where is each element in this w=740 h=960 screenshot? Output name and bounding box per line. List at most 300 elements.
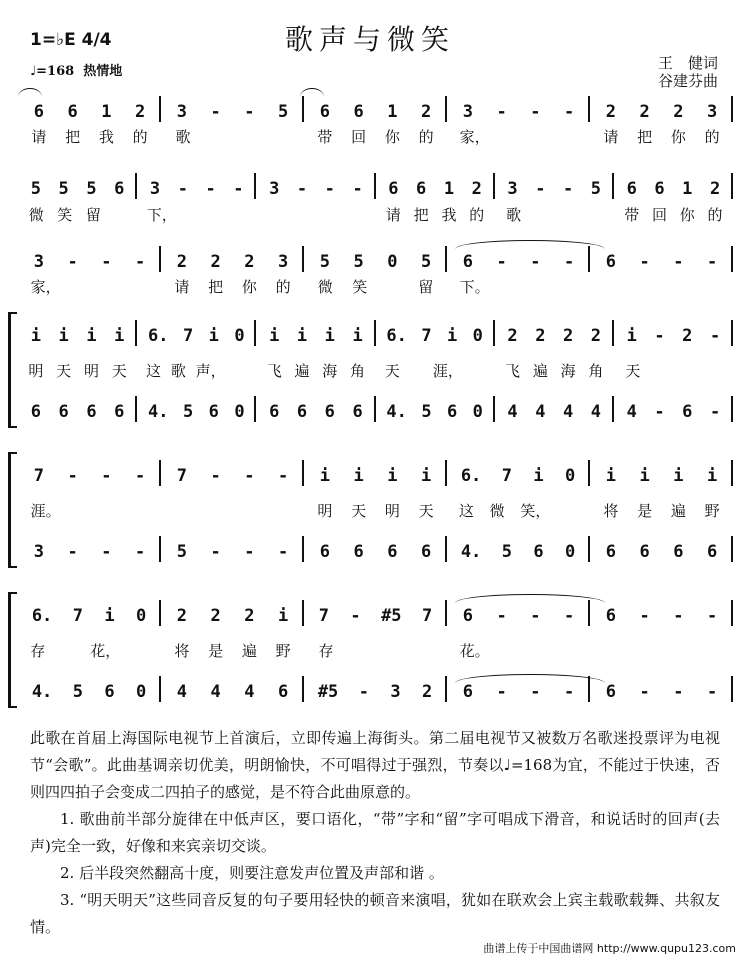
lyrics-row [10,126,735,148]
note: 2 [244,252,255,272]
note: 6 [58,402,69,422]
note: 6 [605,606,616,626]
bar-line [588,600,590,626]
lyric-syllable: 是 [208,642,224,660]
lyrics-measure [22,126,157,147]
lyric-syllable: 的 [469,206,485,224]
lyric-syllable: 天 [111,362,127,380]
lyrics-measure [380,360,491,381]
lyric-syllable: 的 [704,128,720,146]
note: - [496,606,507,626]
bar-line [302,676,304,702]
melody-measure [380,173,491,199]
lyric-syllable: 把 [65,128,81,146]
note: - [278,466,289,486]
note: 4. [147,402,169,422]
note: 3 [462,102,473,122]
bar-line [731,396,733,422]
note: 2 [709,179,721,199]
note: - [205,179,216,199]
lyric-syllable [136,500,148,521]
bar-line [159,96,161,122]
bar-line [731,246,733,272]
lyric-syllable: 这 [458,502,474,520]
lyric-syllable [590,204,602,225]
note: 0 [234,326,245,346]
note: 0 [234,402,245,422]
lyrics-measure [22,500,157,521]
melody-row [10,246,735,272]
melody-upper-row [10,600,735,626]
note: 3 [278,252,289,272]
lyrics-measure [451,640,586,661]
note: 6 [269,402,280,422]
melody-measure [165,246,300,272]
lyric-syllable: 带 [624,206,640,224]
note: 4 [210,682,221,702]
note: - [535,179,546,199]
melody-row [10,173,735,199]
lyric-syllable: 角 [350,362,366,380]
melody-measure [260,173,371,199]
lyric-syllable [78,276,90,297]
lyric-syllable: 笑 [352,278,368,296]
bar-line [612,173,614,199]
note: - [496,682,507,702]
lyric-syllable: 存 [30,642,46,660]
lyric-syllable: 家， [459,128,490,146]
bar-line [302,600,304,626]
note: 6 [86,402,97,422]
lyric-syllable: 飞 [505,362,521,380]
bar-line [302,246,304,272]
note: 1 [101,102,112,122]
note: 6 [296,402,308,422]
bar-line [588,460,590,486]
note: - [244,542,255,562]
lyric-syllable: 的 [418,128,434,146]
note: 6 [353,542,364,562]
time-signature: 4/4 [81,30,112,50]
lyric-syllable [536,204,548,225]
note: 6 [533,542,544,562]
note: 5 [501,542,513,562]
melody-lower-measure [165,676,300,702]
note: - [639,606,650,626]
note: - [358,682,370,702]
note: 4. [31,682,53,702]
note: 6 [352,402,363,422]
melody-measure [594,96,729,122]
note: i [324,326,335,346]
melody-measure [618,173,729,199]
note: 6 [707,542,718,562]
note: 5 [319,252,330,272]
lyric-syllable [507,276,519,297]
note: 5 [30,179,42,199]
note: 0 [565,466,576,486]
melody-lower-measure [22,676,157,702]
bar-line [731,600,733,626]
lyrics-measure [308,640,443,661]
note: 6 [462,682,473,702]
lyric-syllable: 下， [146,206,177,224]
composer-credit: 谷建芬曲 [657,72,718,90]
lyrics-measure [594,126,729,147]
lyrics-row [10,500,735,522]
lyric-syllable: 请 [603,128,619,146]
note: i [86,326,97,346]
lyrics-measure [22,204,133,225]
note: i [104,606,115,626]
tempo-marking: ♩=168 热情地 [30,64,123,79]
lyric-syllable [107,500,119,521]
lyrics-measure [22,276,157,297]
melody-upper-measure [308,460,443,486]
melody-measure [499,173,610,199]
note: i [605,466,616,486]
slur-mark [455,594,605,603]
lyric-syllable [62,640,74,661]
note: 6 [639,542,650,562]
note: 2 [682,326,693,346]
melody-upper-measure [380,320,491,346]
lyric-syllable: 带 [317,128,333,146]
lyric-syllable [235,204,247,225]
note: 1 [682,179,693,199]
note: - [707,682,718,702]
melody-measure [22,246,157,272]
lyric-syllable: 歌 [175,128,191,146]
note: - [101,542,112,562]
lyric-syllable: 是 [637,502,653,520]
site-watermark: 曲谱上传于中国曲谱网 http://www.qupu123.com [483,942,736,955]
note: 5 [86,179,97,199]
lyric-syllable [277,126,289,147]
note: 6 [278,682,289,702]
bar-line [374,396,376,422]
lyric-syllable: 我 [441,206,457,224]
melody-lower-measure [22,396,133,422]
note-paragraph: 此歌在首届上海国际电视节上首演后，立即传遍上海街头。第二届电视节又被数万名歌迷投票评为电视节“会歌”。此曲基调亲切优美，明朗愉快，不可唱得过于强烈，节奏以♩=168为宜，不能过于快速，否则四四拍子会变成二四拍子的感觉，是不符合此曲原意的。 [30,729,720,801]
lyric-syllable: 明 [317,502,333,520]
lyric-syllable [565,126,577,147]
lyrics-measure [451,500,586,521]
note: 4. [460,542,482,562]
note: - [654,326,665,346]
melody-measure [165,96,300,122]
bar-line [731,96,733,122]
melody-lower-measure [22,536,157,562]
lyrics-measure [499,360,610,381]
lyrics-measure [499,204,610,225]
lyric-syllable [420,640,432,661]
melody-measure [308,246,443,272]
note: i [639,466,650,486]
note: 6 [67,102,78,122]
bar-line [135,173,137,199]
lyric-syllable [536,640,548,661]
lyric-syllable: 微 [489,502,505,520]
note: 6 [388,179,399,199]
lyrics-measure [451,126,586,147]
lyric-syllable: 天 [351,502,367,520]
note: 4 [562,402,574,422]
note: 2 [471,179,482,199]
melody-upper-measure [22,320,133,346]
lyric-syllable: 请 [174,278,190,296]
note: 6. [386,326,407,346]
lyric-syllable [536,126,548,147]
melody-lower-measure [141,396,252,422]
lyric-syllable: 把 [208,278,224,296]
lyrics-measure [618,204,729,225]
note: 4 [176,682,187,702]
bar-line [254,396,256,422]
bar-line [159,600,161,626]
note: - [673,252,684,272]
note: 7 [176,466,187,486]
note: 6 [462,606,473,626]
note: 1 [443,179,455,199]
bar-line [493,173,495,199]
note: i [421,466,432,486]
note: - [564,252,575,272]
lyric-syllable [137,640,149,661]
key-signature: 1=♭E 4/4 [30,30,112,50]
note: - [673,682,684,702]
note: - [707,252,718,272]
melody-upper-measure [451,600,586,626]
melody-upper-measure [22,600,157,626]
note: - [101,466,112,486]
lyric-syllable [709,360,721,381]
note: - [101,252,112,272]
lyric-syllable: 我 [98,128,114,146]
note: 7 [501,466,513,486]
note: - [707,606,718,626]
note: 6 [319,542,330,562]
note: - [496,252,507,272]
slur-mark [18,88,42,97]
lyrics-row [10,640,735,662]
lyric-syllable: 你 [670,128,686,146]
note: 3 [507,179,518,199]
lyric-syllable [387,276,399,297]
note: 6 [462,252,473,272]
note: 6 [605,682,616,702]
lyric-syllable: 歌 [170,362,186,380]
lyrics-row [10,276,735,298]
bar-line [588,246,590,272]
note: 0 [136,606,147,626]
lyric-syllable: 的 [707,206,723,224]
lyric-syllable: 遍 [294,362,310,380]
note: - [135,542,146,562]
melody-measure [22,96,157,122]
note: i [58,326,69,346]
lyric-syllable: 回 [351,128,367,146]
lyric-syllable [136,276,148,297]
note: 3 [707,102,718,122]
bar-line [159,536,161,562]
note: - [496,102,507,122]
performance-notes [30,725,720,941]
note: 6 [387,542,398,562]
lyric-syllable [565,276,577,297]
note: 6 [114,402,125,422]
note: 0 [472,402,483,422]
note: - [564,102,575,122]
melody-lower-measure [618,396,729,422]
note: 2 [135,102,146,122]
bar-line [445,600,447,626]
note: - [673,606,684,626]
melody-upper-measure [499,320,610,346]
lyric-syllable [565,640,577,661]
note: 4 [507,402,518,422]
lyric-syllable: 你 [241,278,257,296]
note: i [278,606,289,626]
note: 0 [472,326,483,346]
note: 6 [654,179,665,199]
melody-lower-row [10,676,735,702]
lyrics-measure [308,276,443,297]
note: - [233,179,244,199]
note: - [530,682,541,702]
note: i [387,466,398,486]
note: #5 [381,606,402,626]
bar-line [445,536,447,562]
note: 2 [605,102,616,122]
note: 7 [422,606,433,626]
note: - [324,179,335,199]
note: 3 [33,252,44,272]
melody-measure [141,173,252,199]
note: 6 [447,402,458,422]
lyric-syllable: 歌 [506,206,522,224]
lyric-syllable: 声， [195,362,226,380]
lyrics-measure [618,360,729,381]
lyric-syllable [78,500,90,521]
note: - [564,606,575,626]
lyric-syllable [244,126,256,147]
note: 6 [416,179,427,199]
note: 2 [176,252,187,272]
lyric-syllable: 天 [384,362,400,380]
note: 6 [605,252,616,272]
note: i [673,466,684,486]
bar-line [731,536,733,562]
lyric-syllable [507,640,519,661]
lyric-syllable: 笑， [520,502,551,520]
lyrics-measure [308,500,443,521]
melody-upper-measure [594,600,729,626]
melody-upper-row [10,320,735,346]
note: 6 [104,682,115,702]
bar-line [159,246,161,272]
note: 4 [244,682,255,702]
melody-measure [594,246,729,272]
note: 3 [33,542,44,562]
bar-line [731,460,733,486]
bar-line [612,396,614,422]
note: - [244,102,255,122]
melody-lower-row [10,536,735,562]
lyric-syllable: 天 [418,502,434,520]
note: - [67,252,78,272]
note: #5 [317,682,339,702]
melody-measure [451,246,586,272]
lyric-syllable: 遍 [532,362,548,380]
melody-upper-measure [165,460,300,486]
melody-upper-row [10,460,735,486]
bar-line [254,320,256,346]
note: - [244,466,255,486]
lyrics-measure [141,204,252,225]
note: 5 [278,102,289,122]
lyric-syllable [211,204,223,225]
note: - [135,466,146,486]
note: 3 [390,682,401,702]
note: 4 [590,402,602,422]
lyric-syllable: 花。 [459,642,490,660]
note: i [707,466,718,486]
note: - [278,542,289,562]
note: i [626,326,637,346]
note: - [639,682,650,702]
note: 6 [114,179,125,199]
lyric-syllable: 飞 [266,362,282,380]
note: 7 [318,606,329,626]
note: 2 [244,606,255,626]
melody-upper-measure [451,460,586,486]
lyric-syllable: 把 [413,206,429,224]
lyric-syllable: 把 [637,128,653,146]
melody-lower-measure [594,676,729,702]
melody-lower-measure [499,396,610,422]
melody-lower-measure [380,396,491,422]
note: 5 [72,682,84,702]
bar-line [254,173,256,199]
note: 2 [507,326,518,346]
note: - [135,252,146,272]
lyrics-measure [260,360,371,381]
note: 2 [421,102,432,122]
note: 4 [626,402,637,422]
melody-lower-measure [594,536,729,562]
lyric-syllable: 微 [28,206,44,224]
slur-mark [455,240,605,249]
note: 2 [422,682,433,702]
lyric-syllable: 野 [704,502,720,520]
lyric-syllable [107,276,119,297]
note: - [530,102,541,122]
note: 2 [535,326,546,346]
note: i [269,326,280,346]
lyric-syllable: 请 [31,128,47,146]
note: 4 [535,402,546,422]
melody-measure [22,173,133,199]
note: - [296,179,308,199]
melody-lower-measure [260,396,371,422]
lyrics-measure [165,276,300,297]
note: 2 [210,606,221,626]
lyrics-measure [141,360,252,381]
note: 5 [176,542,187,562]
note: 5 [58,179,69,199]
lyric-syllable: 明 [384,502,400,520]
